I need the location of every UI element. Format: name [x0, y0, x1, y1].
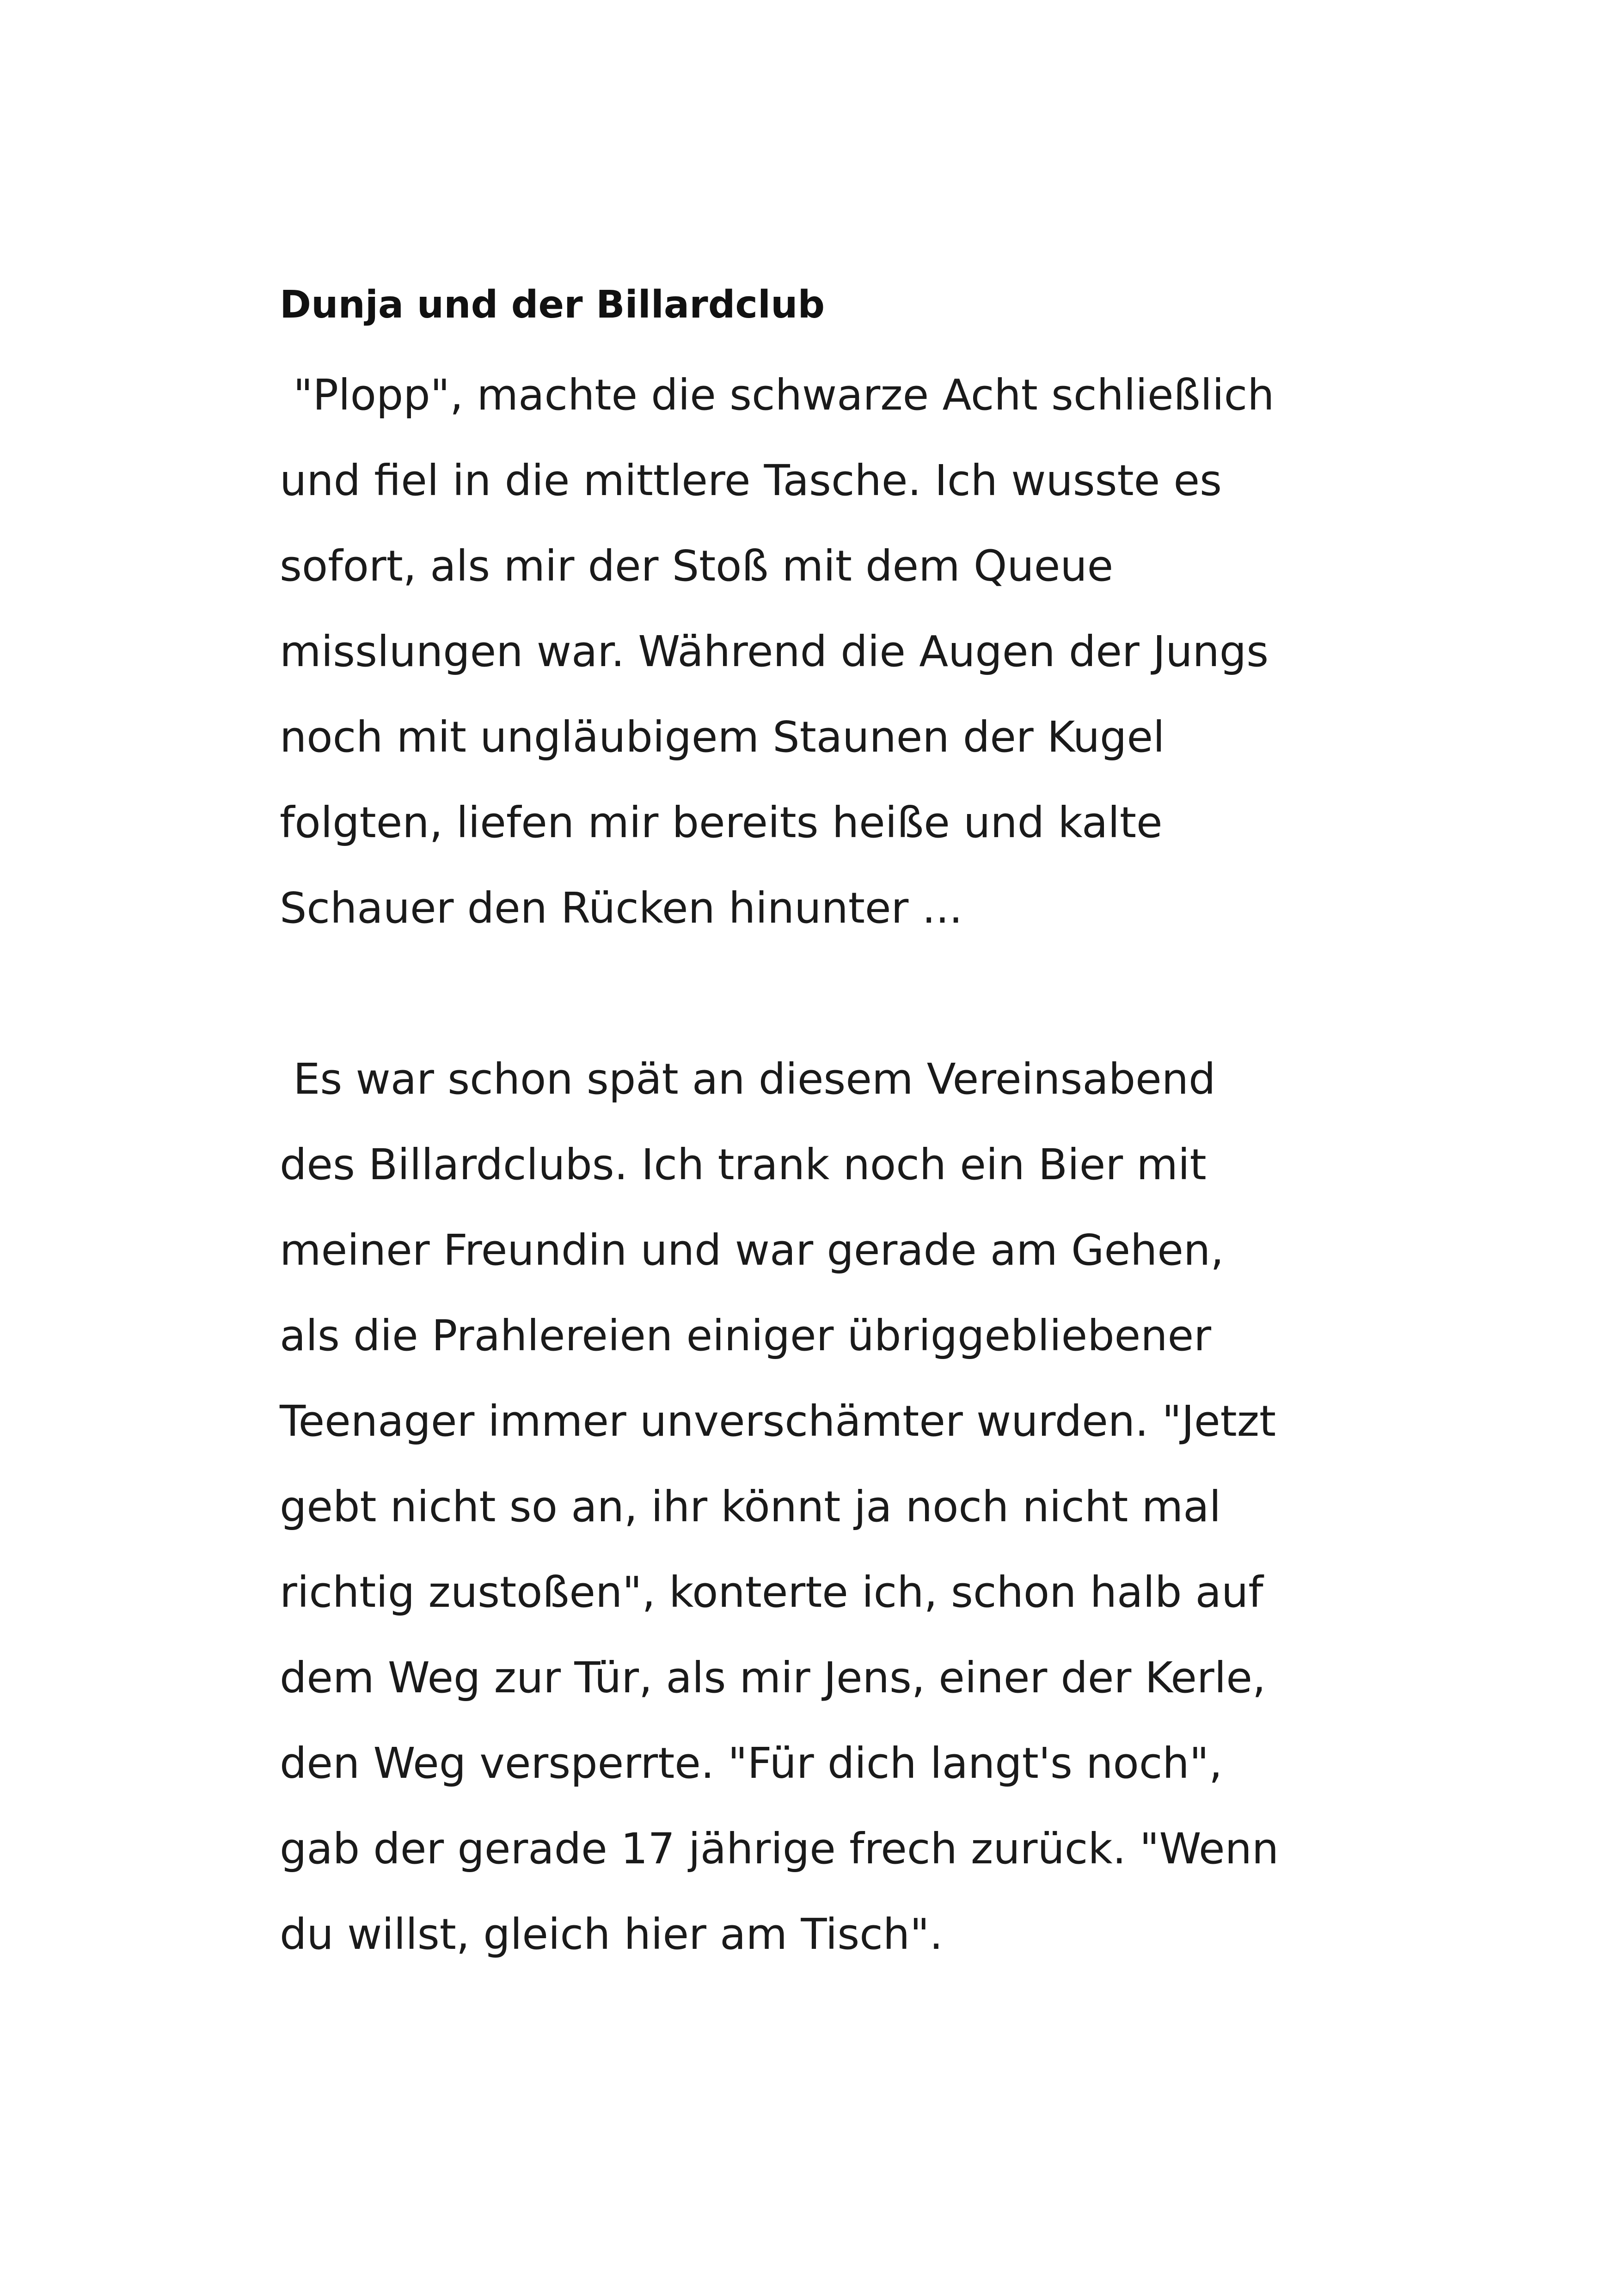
paragraph-2-line: dem Weg zur Tür, als mir Jens, einer der Kerle,: [280, 1653, 1266, 1702]
paragraph-1-line: sofort, als mir der Stoß mit dem Queue: [280, 541, 1114, 591]
paragraph-2-line: richtig zustoßen", konterte ich, schon halb auf: [280, 1567, 1263, 1617]
paragraph-1-line: folgten, liefen mir bereits heiße und kalte: [280, 798, 1163, 847]
paragraph-1-line: "Plopp", machte die schwarze Acht schließlich: [280, 370, 1275, 420]
paragraph-1-line: Schauer den Rücken hinunter ...: [280, 883, 963, 933]
paragraph-1-line: noch mit ungläubigem Staunen der Kugel: [280, 712, 1165, 762]
paragraph-2-line: Es war schon spät an diesem Vereinsabend: [280, 1054, 1216, 1104]
paragraph-2-line: du willst, gleich hier am Tisch".: [280, 1910, 943, 1959]
paragraph-2-line: des Billardclubs. Ich trank noch ein Bier mit: [280, 1140, 1207, 1189]
paragraph-2-line: meiner Freundin und war gerade am Gehen,: [280, 1225, 1224, 1275]
paragraph-2-line: Teenager immer unverschämter wurden. "Jetzt: [280, 1396, 1276, 1446]
paragraph-1-line: und fiel in die mittlere Tasche. Ich wusste es: [280, 456, 1222, 505]
paragraph-2-line: gab der gerade 17 jährige frech zurück. "Wenn: [280, 1824, 1279, 1874]
document-title: Dunja und der Billardclub: [280, 283, 825, 327]
paragraph-2-line: als die Prahlereien einiger übriggebliebener: [280, 1311, 1212, 1360]
paragraph-2-line: den Weg versperrte. "Für dich langt's noch",: [280, 1739, 1223, 1788]
paragraph-1-line: misslungen war. Während die Augen der Jungs: [280, 627, 1269, 676]
paragraph-2-line: gebt nicht so an, ihr könnt ja noch nicht mal: [280, 1482, 1221, 1531]
